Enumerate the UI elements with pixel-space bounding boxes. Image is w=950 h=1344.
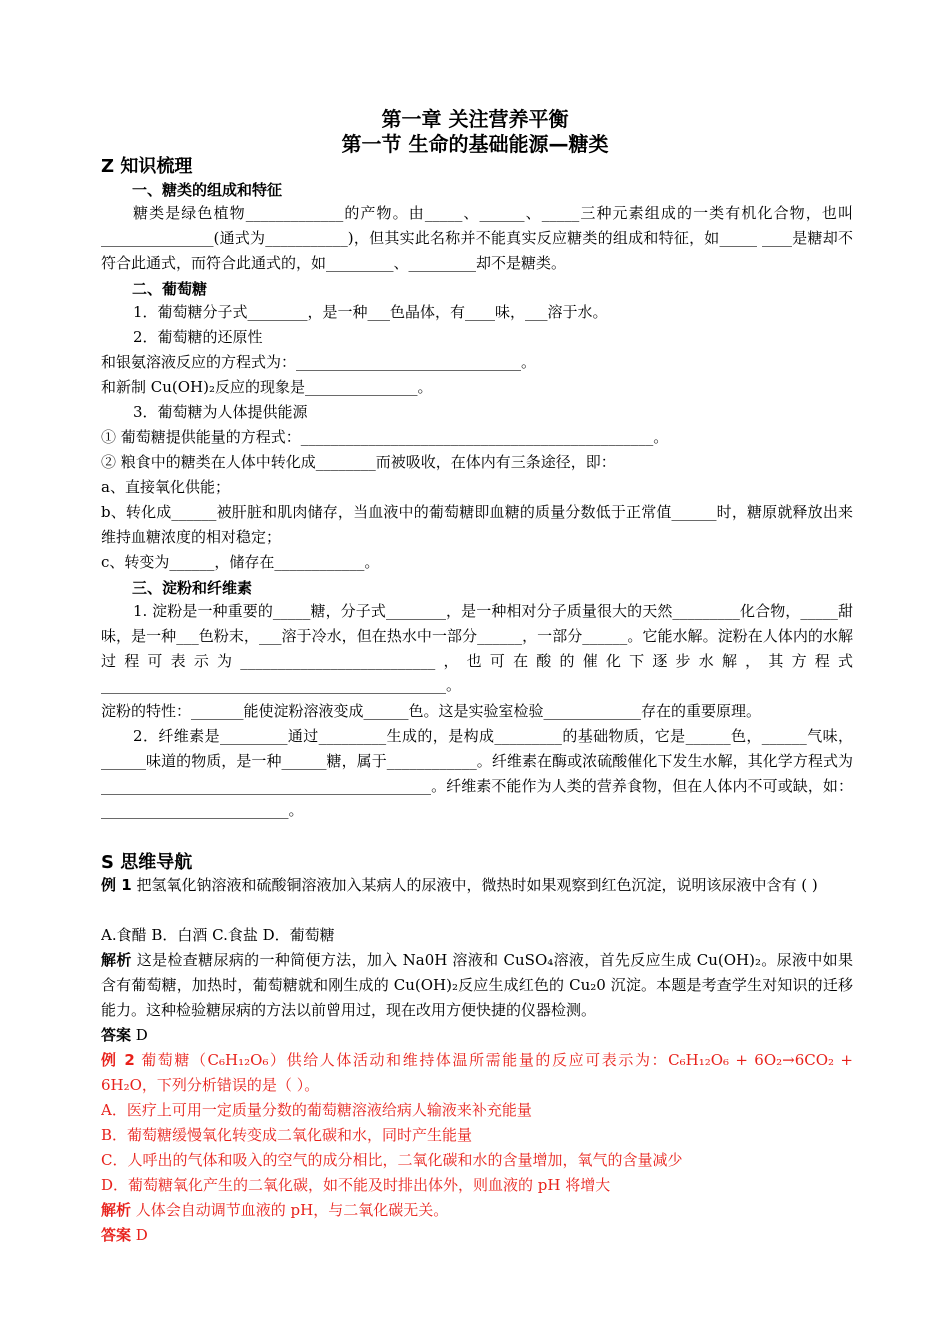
- example-2-option-d: D．葡萄糖氧化产生的二氧化碳，如不能及时排出体外，则血液的 pH 将增大: [101, 1176, 611, 1194]
- starch-paragraph: 1. 淀粉是一种重要的_____糖，分子式________，是一种相对分子质量很大的天然_________化合物，_____甜味，是一种___色粉末，___溶于冷水，但在热水中一部分______，一部分______。它能水解。淀粉在人体内的水解过程可表示为__________________________，也可在酸的催化下逐步水解，其方程式______________________________________________。: [101, 602, 853, 695]
- chapter-title: 第一章 关注营养平衡: [381, 107, 569, 131]
- glucose-line-1: 1．葡萄糖分子式________，是一种___色晶体，有____味，___溶于水。: [133, 303, 608, 321]
- part3-heading: 三、淀粉和纤维素: [132, 579, 253, 597]
- example-1-answer-value: D: [131, 1026, 148, 1044]
- example-2-question: [101, 1048, 853, 1098]
- cellulose-paragraph: 2．纤维素是_________通过_________生成的，是构成_________的基础物质，它是______色，______气味，______味道的物质，是一种______糖，属于____________。纤维素在酶或浓硫酸催化下发生水解，其化学方程式为____________________________________________。纤维素不能作为人类的营养食物，但在人体内不可或缺，如：_________________________。: [101, 727, 853, 820]
- part2-heading: 二、葡萄糖: [132, 280, 208, 298]
- glucose-line-4: 和新制 Cu(OH)₂反应的现象是_______________。: [101, 378, 433, 396]
- glucose-line-5: 3．葡萄糖为人体提供能源: [133, 403, 308, 421]
- glucose-line-9: b、转化成______被肝脏和肌肉储存，当血液中的葡萄糖即血糖的质量分数低于正常值______时，糖原就释放出来维持血糖浓度的相对稳定；: [101, 503, 853, 546]
- section-title: 第一节 生命的基础能源—糖类: [341, 132, 609, 156]
- example-2-analysis-label: 解析: [101, 1201, 132, 1219]
- knowledge-heading: Z 知识梳理: [101, 156, 193, 177]
- example-1-analysis-label: 解析: [101, 951, 132, 969]
- example-2-answer-value: D: [131, 1226, 148, 1244]
- example-2-label: 例 2: [101, 1051, 135, 1069]
- example-2-analysis: [101, 1198, 853, 1223]
- glucose-line-3: 和银氨溶液反应的方程式为：______________________________。: [101, 353, 537, 371]
- example-1-question: [101, 873, 853, 898]
- part1-paragraph: 糖类是绿色植物_____________的产物。由_____、______、_____三种元素组成的一类有机化合物，也叫_______________(通式为___________)，但其实此名称并不能真实反应糖类的组成和特征，如_____ ____是糖却不符合此通式，而符合此通式的，如_________、_________却不是糖类。: [101, 204, 853, 272]
- example-2-option-b: B．葡萄糖缓慢氧化转变成二氧化碳和水，同时产生能量: [101, 1126, 473, 1144]
- example-1-label: 例 1: [101, 876, 132, 894]
- example-2-answer: [101, 1223, 853, 1248]
- glucose-line-7: ② 粮食中的糖类在人体中转化成________而被吸收，在体内有三条途径，即：: [101, 453, 616, 471]
- example-1-options: A.食醋 B．白酒 C.食盐 D．葡萄糖: [101, 926, 335, 944]
- example-1-answer-label: 答案: [101, 1026, 132, 1044]
- part1-heading: 一、糖类的组成和特征: [132, 181, 283, 199]
- example-2-answer-label: 答案: [101, 1226, 132, 1244]
- example-2-option-c: C．人呼出的气体和吸入的空气的成分相比，二氧化碳和水的含量增加，氧气的含量减少: [101, 1151, 683, 1169]
- example-1-answer: [101, 1023, 853, 1048]
- starch-property: 淀粉的特性：_______能使淀粉溶液变成______色。这是实验室检验_____________存在的重要原理。: [101, 702, 762, 720]
- glucose-line-10: c、转变为______，储存在____________。: [101, 553, 380, 571]
- example-1-analysis: [101, 948, 853, 1022]
- glucose-line-2: 2．葡萄糖的还原性: [133, 328, 263, 346]
- example-2-option-a: A．医疗上可用一定质量分数的葡萄糖溶液给病人输液来补充能量: [101, 1101, 532, 1119]
- example-1-text: 把氢氧化钠溶液和硫酸铜溶液加入某病人的尿液中，微热时如果观察到红色沉淀，说明该尿液中含有 ( ): [131, 876, 818, 894]
- glucose-line-8: a、直接氧化供能；: [101, 478, 230, 496]
- example-1-analysis-text: 这是检查糖尿病的一种简便方法，加入 Na0H 溶液和 CuSO₄溶液，首先反应生成 Cu(OH)₂。尿液中如果含有葡萄糖，加热时，葡萄糖就和刚生成的 Cu(OH)₂反应生成红色的 Cu₂0 沉淀。本题是考查学生对知识的迁移能力。这种检验糖尿病的方法以前曾用过，现在改用方便快捷的仪器检测。: [101, 951, 853, 1019]
- glucose-line-6: ① 葡萄糖提供能量的方程式：_______________________________________________。: [101, 428, 669, 446]
- example-2-analysis-text: 人体会自动调节血液的 pH，与二氧化碳无关。: [131, 1201, 449, 1219]
- example-2-text: 葡萄糖（C₆H₁₂O₆）供给人体活动和维持体温所需能量的反应可表示为：C₆H₁₂O₆ + 6O₂→6CO₂ + 6H₂O，下列分析错误的是（ ）。: [101, 1051, 853, 1094]
- thinking-heading: S 思维导航: [101, 852, 193, 873]
